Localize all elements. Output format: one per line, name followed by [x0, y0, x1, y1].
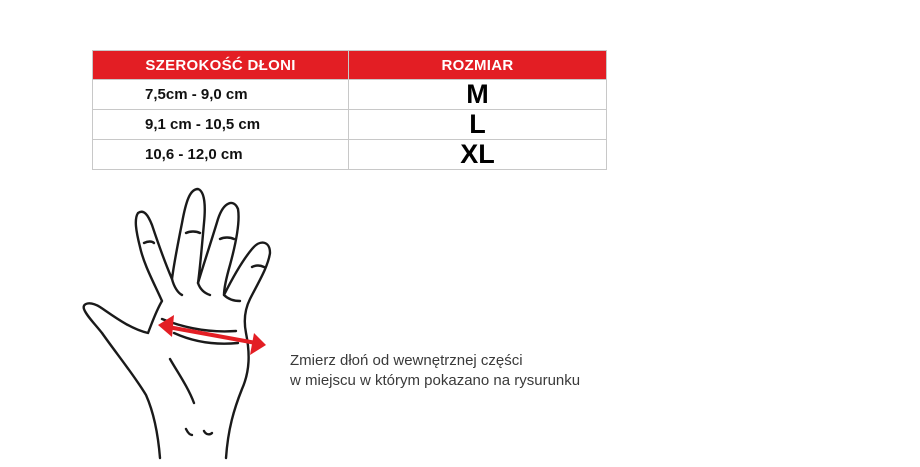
hand-outline-icon	[84, 189, 270, 458]
table-row	[93, 140, 607, 170]
measurement-instructions	[290, 351, 580, 391]
header-palm-width: SZEROKOŚĆ DŁONI	[93, 51, 349, 80]
size-cell: XL	[349, 140, 607, 170]
table-row	[93, 80, 607, 110]
header-size: ROZMIAR	[349, 51, 607, 80]
palm-width-cell: 7,5cm - 9,0 cm	[93, 80, 349, 110]
instruction-line: w miejscu w którym pokazano na rysurunku	[290, 372, 581, 389]
palm-width-cell: 9,1 cm - 10,5 cm	[93, 110, 349, 140]
instruction-line: Zmierz dłoń od wewnętrznej części	[290, 352, 523, 369]
table-row	[93, 110, 607, 140]
palm-width-cell: 10,6 - 12,0 cm	[93, 140, 349, 170]
size-cell: L	[349, 110, 607, 140]
size-chart-table	[92, 50, 607, 170]
measurement-arrow-icon	[158, 315, 266, 355]
hand-measurement-illustration	[78, 183, 278, 465]
table-header-row	[93, 51, 607, 80]
size-cell: M	[349, 80, 607, 110]
